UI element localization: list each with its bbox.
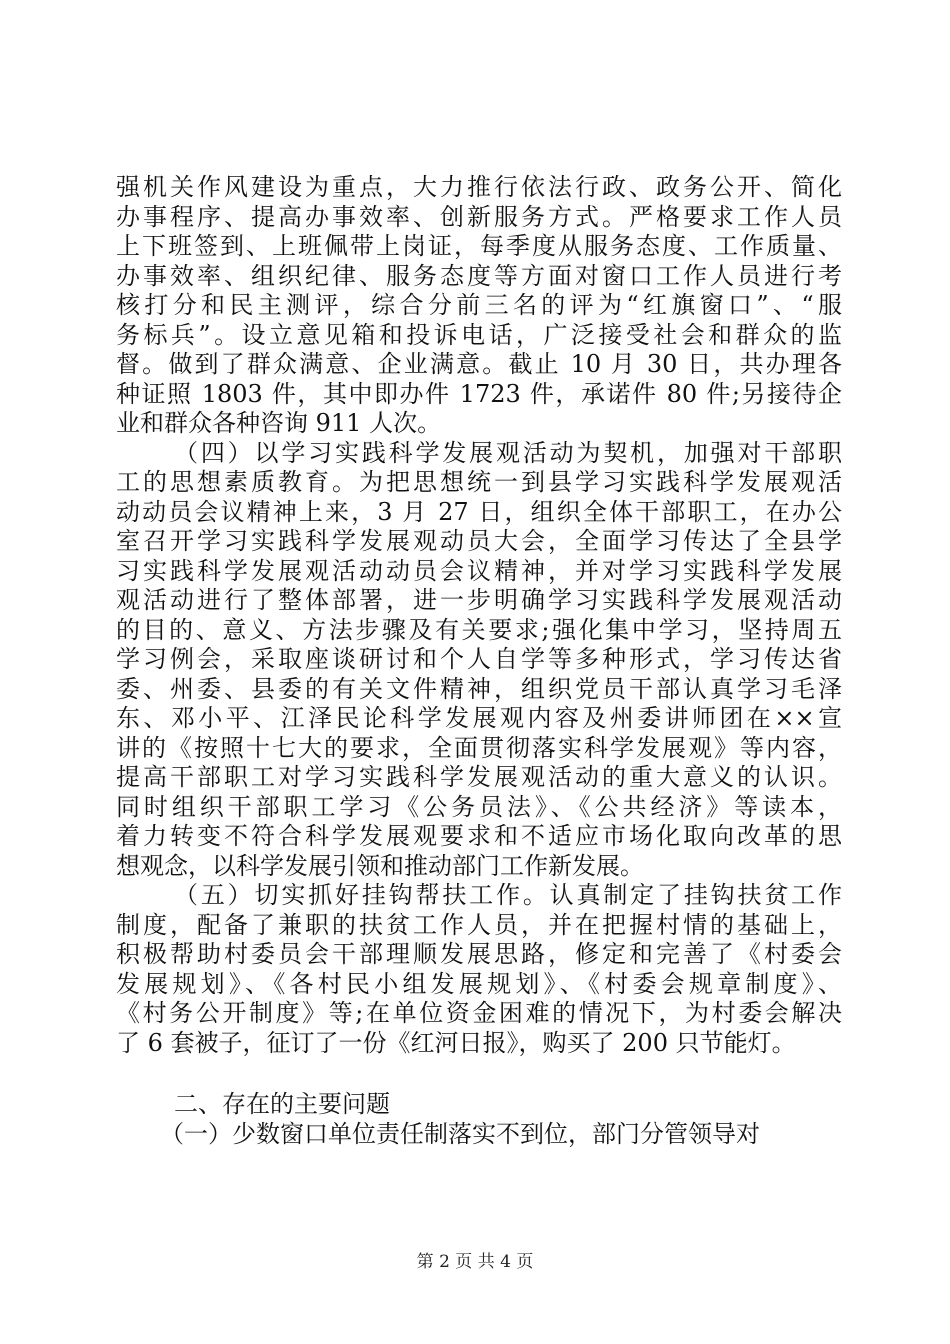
- text-line: 督。做到了群众满意、企业满意。截止 10 月 30 日，共办理各: [116, 350, 842, 378]
- text-line: 积极帮助村委员会干部理顺发展思路，修定和完善了《村委会: [116, 940, 842, 968]
- text-line: 强机关作风建设为重点，大力推行依法行政、政务公开、简化: [116, 173, 842, 201]
- text-line: 讲的《按照十七大的要求，全面贯彻落实科学发展观》等内容，: [116, 733, 842, 762]
- paragraph-5-first-line: （五）切实抓好挂钩帮扶工作。认真制定了挂钩扶贫工作: [174, 881, 842, 909]
- text-line: 室召开学习实践科学发展观动员大会，全面学习传达了全县学: [116, 527, 842, 555]
- text-line: 委、州委、县委的有关文件精神，组织党员干部认真学习毛泽: [116, 674, 842, 703]
- text-line: 办事程序、提高办事效率、创新服务方式。严格要求工作人员: [116, 202, 842, 231]
- text-line: 学习例会，采取座谈研讨和个人自学等多种形式，学习传达省: [116, 645, 842, 673]
- text-line: 发展规划》、《各村民小组发展规划》、《村委会规章制度》、: [116, 969, 842, 998]
- page-footer: 第 2 页 共 4 页: [416, 1252, 534, 1272]
- text-line: 核打分和民主测评，综合分前三名的评为“红旗窗口”、“服: [116, 291, 842, 319]
- section-heading: 二、存在的主要问题: [174, 1090, 390, 1118]
- text-line: 习实践科学发展观活动动员会议精神，并对学习实践科学发展: [116, 556, 842, 585]
- document-body: [116, 173, 842, 1149]
- text-line: 办事效率、组织纪律、服务态度等方面对窗口工作人员进行考: [116, 261, 842, 290]
- paragraph-4-first-line: （四）以学习实践科学发展观活动为契机，加强对干部职: [174, 438, 842, 467]
- text-line: 务标兵”。设立意见箱和投诉电话，广泛接受社会和群众的监: [116, 320, 842, 349]
- text-line: 着力转变不符合科学发展观要求和不适应市场化取向改革的思: [116, 822, 842, 850]
- text-line: 业和群众各种咨询 911 人次。: [116, 409, 442, 437]
- text-line: 的目的、意义、方法步骤及有关要求;强化集中学习，坚持周五: [116, 615, 842, 644]
- sub-heading: （一）少数窗口单位责任制落实不到位，部门分管领导对: [160, 1119, 760, 1148]
- text-line: 工的思想素质教育。为把思想统一到县学习实践科学发展观活: [116, 468, 842, 496]
- text-line: 上下班签到、上班佩带上岗证，每季度从服务态度、工作质量、: [116, 232, 842, 260]
- text-line: 想观念，以科学发展引领和推动部门工作新发展。: [116, 851, 644, 880]
- text-line: 动动员会议精神上来，3 月 27 日，组织全体干部职工，在办公: [116, 497, 842, 526]
- text-line: 种证照 1803 件，其中即办件 1723 件，承诺件 80 件;另接待企: [116, 379, 842, 408]
- text-line: 提高干部职工对学习实践科学发展观活动的重大意义的认识。: [116, 763, 842, 791]
- text-line: 同时组织干部职工学习《公务员法》、《公共经济》等读本，: [116, 792, 842, 821]
- section-gap: [116, 1058, 842, 1090]
- text-line: 了 6 套被子，征订了一份《红河日报》，购买了 200 只节能灯。: [116, 1028, 796, 1057]
- text-line: 观活动进行了整体部署，进一步明确学习实践科学发展观活动: [116, 586, 842, 614]
- text-line: 《村务公开制度》等;在单位资金困难的情况下，为村委会解决: [116, 999, 842, 1027]
- text-line: 制度，配备了兼职的扶贫工作人员，并在把握村情的基础上，: [116, 910, 842, 939]
- text-line: 东、邓小平、江泽民论科学发展观内容及州委讲师团在××宣: [116, 704, 842, 732]
